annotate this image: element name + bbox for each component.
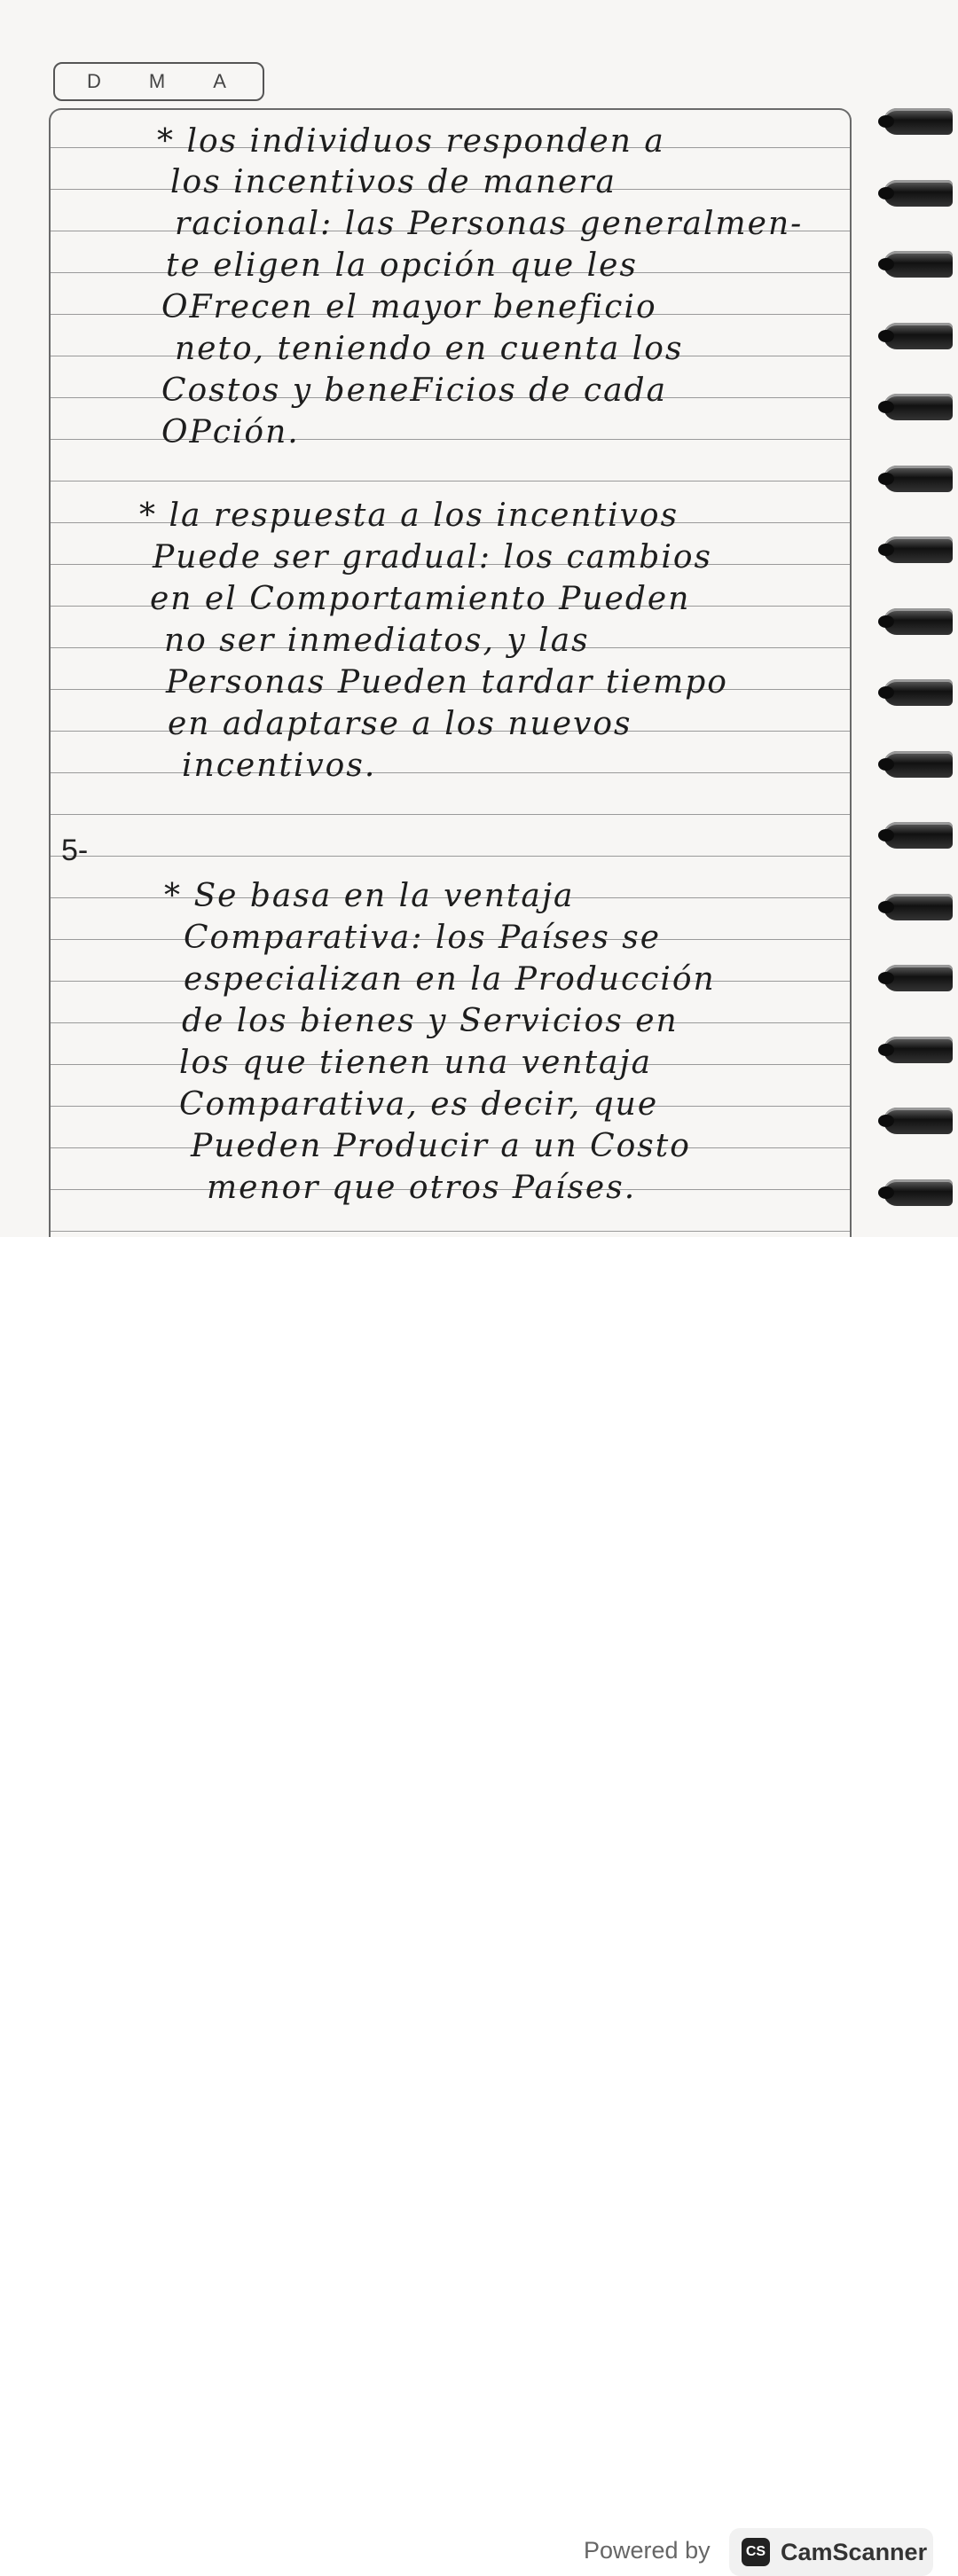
spiral-ring (883, 394, 953, 420)
text-line: en adaptarse a los nuevos (168, 706, 632, 742)
powered-by-text: Powered by (584, 2537, 711, 2564)
text-line: Comparativa: los Países se (184, 920, 662, 956)
text-line: Comparativa, es decir, que (179, 1086, 659, 1123)
text-line: * la respuesta a los incentivos (139, 497, 679, 534)
ruled-line (51, 481, 850, 482)
date-letter-a: A (213, 70, 226, 92)
spiral-ring (883, 466, 953, 492)
ruled-line (51, 814, 850, 815)
text-line: los incentivos de manera (170, 164, 616, 200)
text-line: menor que otros Países. (207, 1170, 637, 1206)
text-line: en el Comportamiento Pueden (150, 581, 691, 617)
spiral-ring (883, 536, 953, 563)
text-line: racional: las Personas generalmen- (175, 206, 804, 242)
text-line: de los bienes y Servicios en (182, 1003, 679, 1039)
ruled-line (51, 856, 850, 857)
text-line: no ser inmediatos, y las (164, 622, 590, 659)
camscanner-logo-icon: CS (742, 2538, 770, 2566)
text-line: los que tienen una ventaja (179, 1045, 653, 1081)
date-letter-m: M (148, 70, 166, 92)
spiral-ring (883, 251, 953, 278)
spiral-ring (883, 1037, 953, 1063)
text-line: OPción. (161, 414, 300, 450)
spiral-ring (883, 751, 953, 778)
notebook-page (0, 0, 958, 1237)
text-line: OFrecen el mayor beneficio (161, 289, 657, 325)
spiral-binding (878, 98, 958, 1241)
text-line: especializan en la Producción (184, 961, 716, 998)
text-line: te eligen la opción que les (166, 247, 638, 284)
text-line: Costos y beneFicios de cada (161, 372, 668, 409)
spiral-ring (883, 108, 953, 135)
text-line: Pueden Producir a un Costo (191, 1128, 691, 1164)
spiral-ring (883, 822, 953, 849)
camscanner-badge (729, 2528, 933, 2576)
date-box (53, 62, 264, 101)
text-line: * los individuos responden a (157, 123, 665, 160)
text-line: Puede ser gradual: los cambios (153, 539, 713, 575)
spiral-ring (883, 180, 953, 207)
camscanner-label: CamScanner (781, 2538, 928, 2565)
spiral-ring (883, 608, 953, 635)
ruled-line (51, 1231, 850, 1232)
text-line: incentivos. (182, 748, 377, 784)
text-line: * Se basa en la ventaja (164, 878, 575, 914)
spiral-ring (883, 894, 953, 920)
spiral-ring (883, 1108, 953, 1134)
spiral-ring (883, 965, 953, 991)
item-number: 5- (61, 834, 89, 867)
spiral-ring (883, 323, 953, 349)
lined-sheet (49, 108, 852, 1237)
spiral-ring (883, 1179, 953, 1206)
spiral-ring (883, 679, 953, 706)
date-letter-d: D (87, 70, 101, 92)
text-line: neto, teniendo en cuenta los (175, 331, 684, 367)
text-line: Personas Pueden tardar tiempo (166, 664, 728, 701)
ruled-line (51, 772, 850, 773)
scanner-footer (0, 1237, 958, 2565)
